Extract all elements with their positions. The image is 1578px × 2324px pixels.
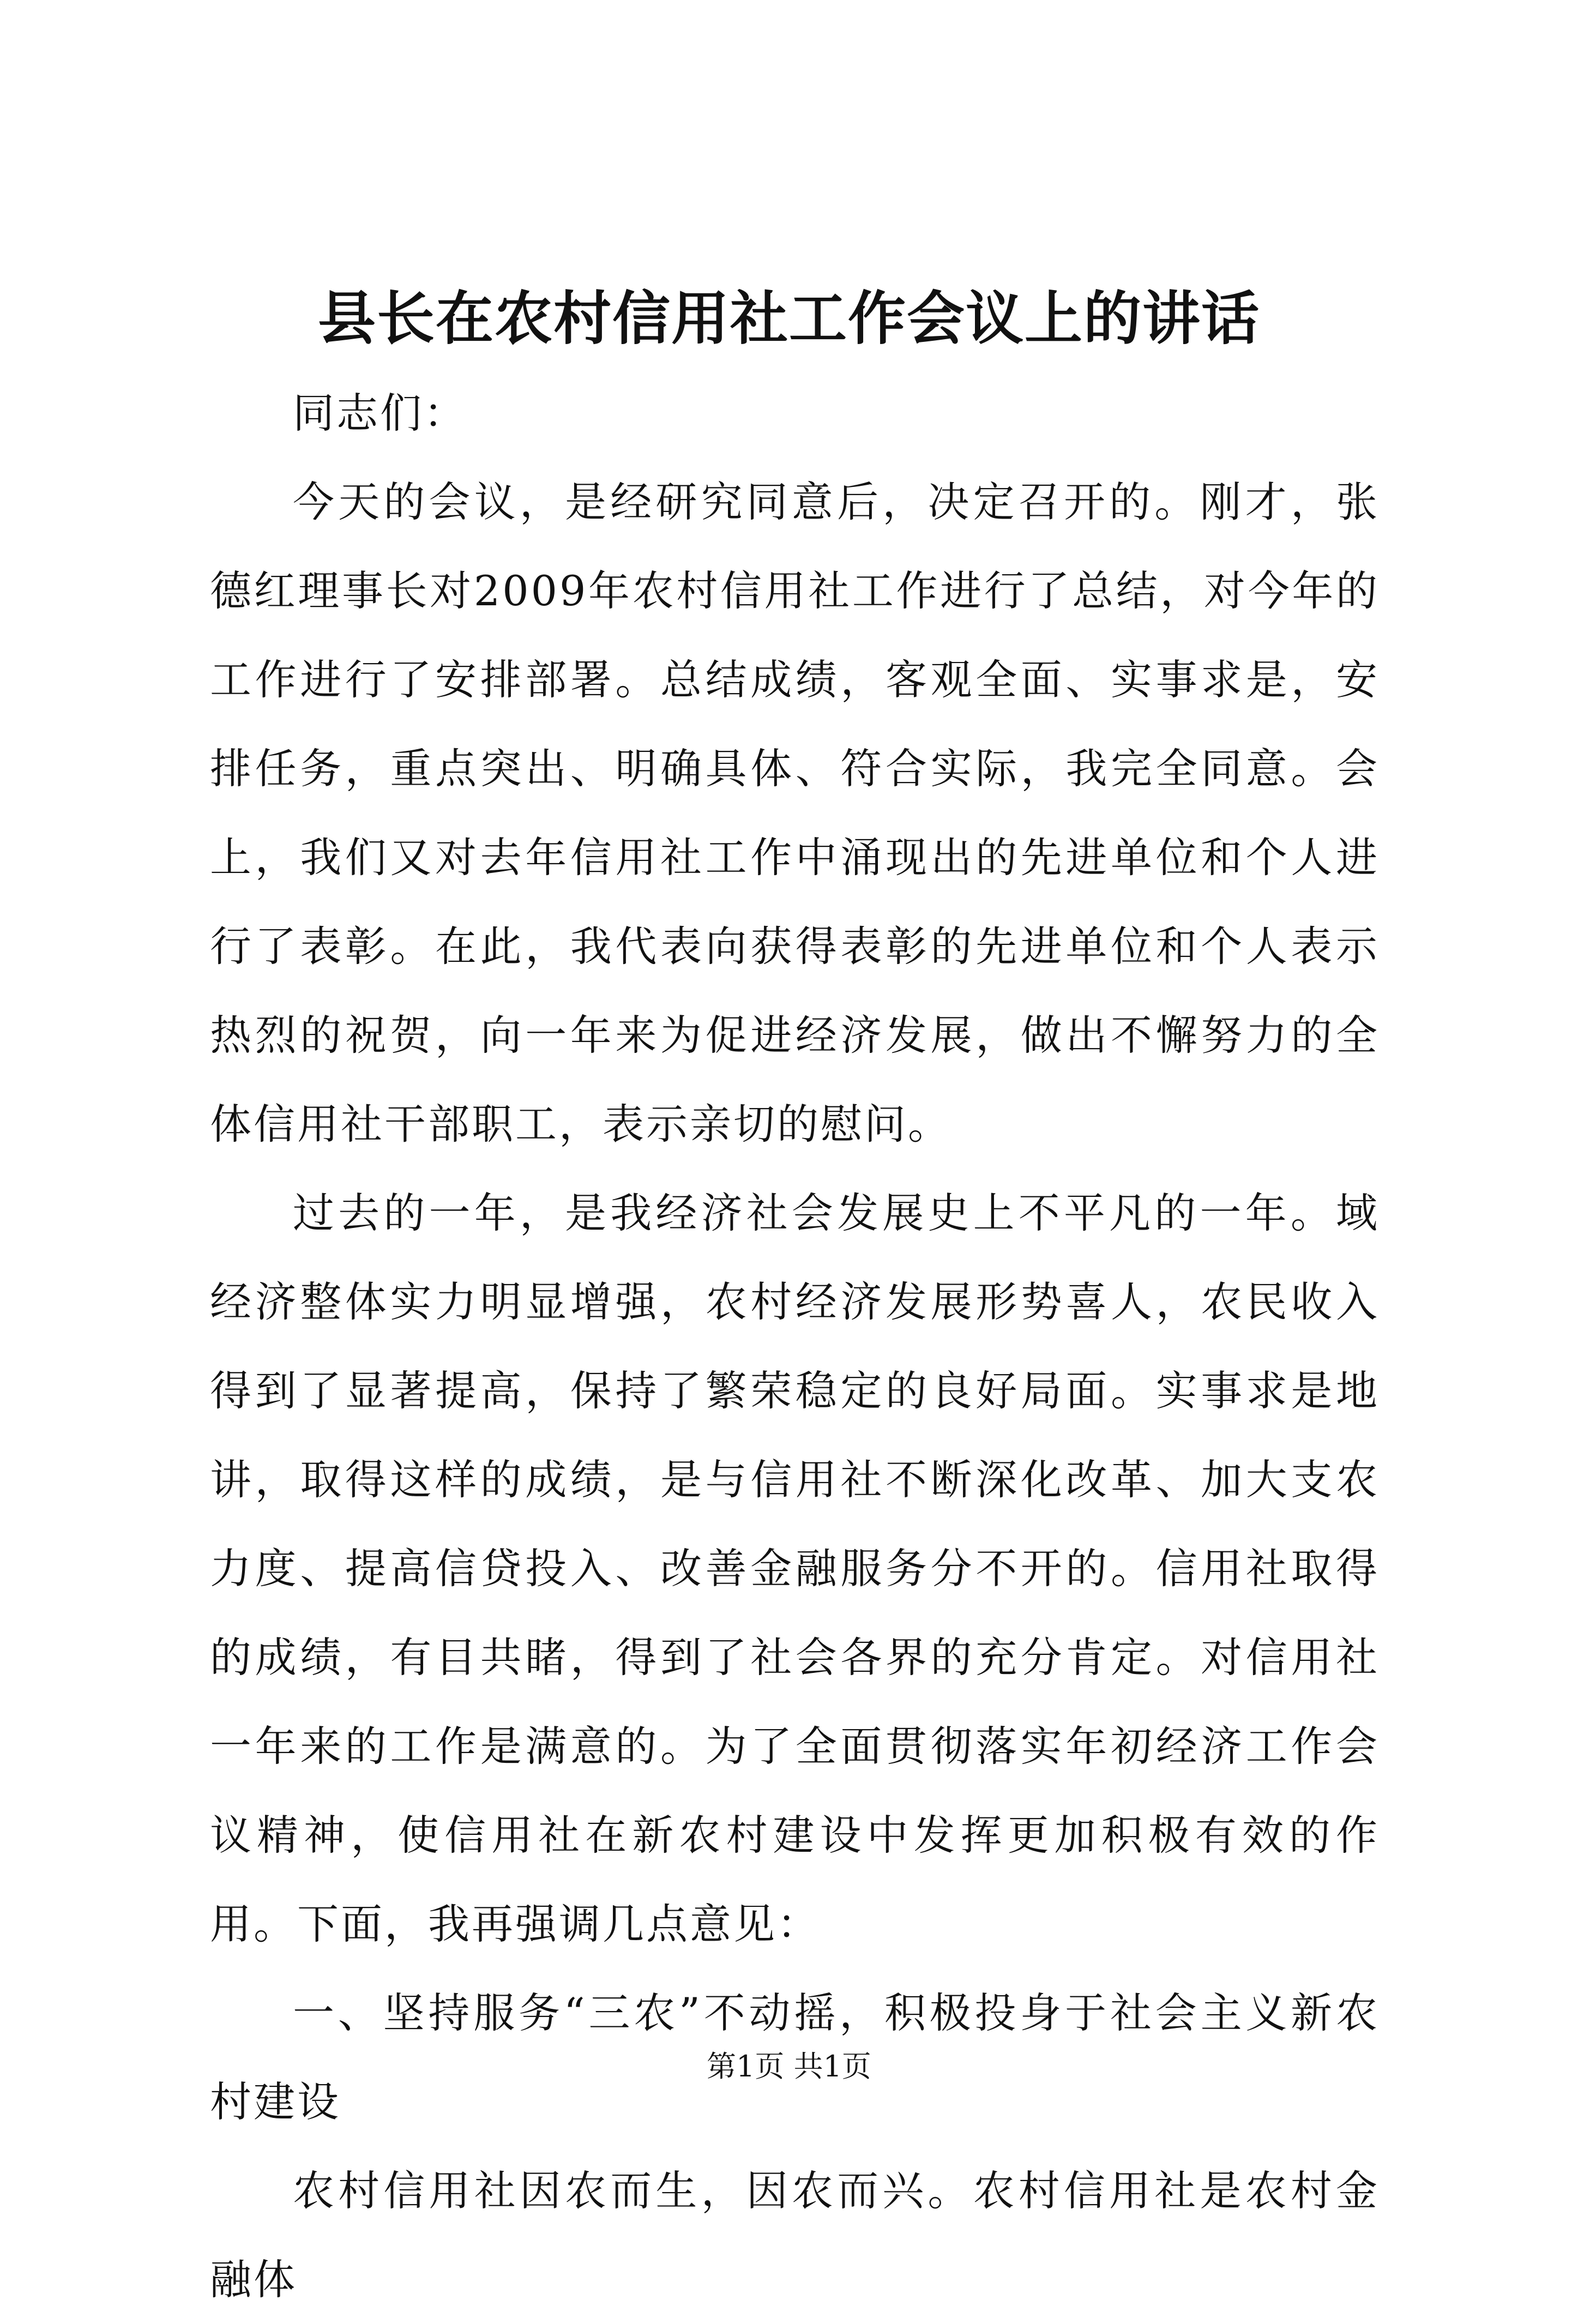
document-body — [210, 369, 1380, 2324]
paragraph-salutation: 同志们： — [293, 389, 467, 437]
paragraph-review: 过去的一年，是我经济社会发展史上不平凡的一年。域经济整体实力明显增强，农村经济发展形势喜人，农民收入得到了显著提高，保持了繁荣稳定的良好局面。实事求是地讲，取得这样的成绩，是与信用社不断深化改革、加大支农力度、提高信贷投入、改善金融服务分不开的。信用社取得的成绩，有目共睹，得到了社会各界的充分肯定。对信用社一年来的工作是满意的。为了全面贯彻落实年初经济工作会议精神，使信用社在新农村建设中发挥更加积极有效的作用。下面，我再强调几点意见： — [210, 1189, 1380, 1948]
document-title: 县长在农村信用社工作会议上的讲话 — [318, 285, 1260, 352]
paragraph-section-1: 农村信用社因农而生，因农而兴。农村信用社是农村金融体 — [210, 2166, 1380, 2304]
paragraph-opening: 今天的会议，是经研究同意后，决定召开的。刚才，张德红理事长对2009年农村信用社工作进行了总结，对今年的工作进行了安排部署。总结成绩，客观全面、实事求是，安排任务，重点突出、明确具体、符合实际，我完全同意。会上，我们又对去年信用社工作中涌现出的先进单位和个人进行了表彰。在此，我代表向获得表彰的先进单位和个人表示热烈的祝贺，向一年来为促进经济发展，做出不懈努力的全体信用社干部职工，表示亲切的慰问。 — [210, 478, 1380, 1148]
page-footer: 第1页 共1页 — [707, 2049, 871, 2084]
section-heading-1: 一、坚持服务“三农”不动摇，积极投身于社会主义新农村建设 — [210, 1989, 1380, 2126]
